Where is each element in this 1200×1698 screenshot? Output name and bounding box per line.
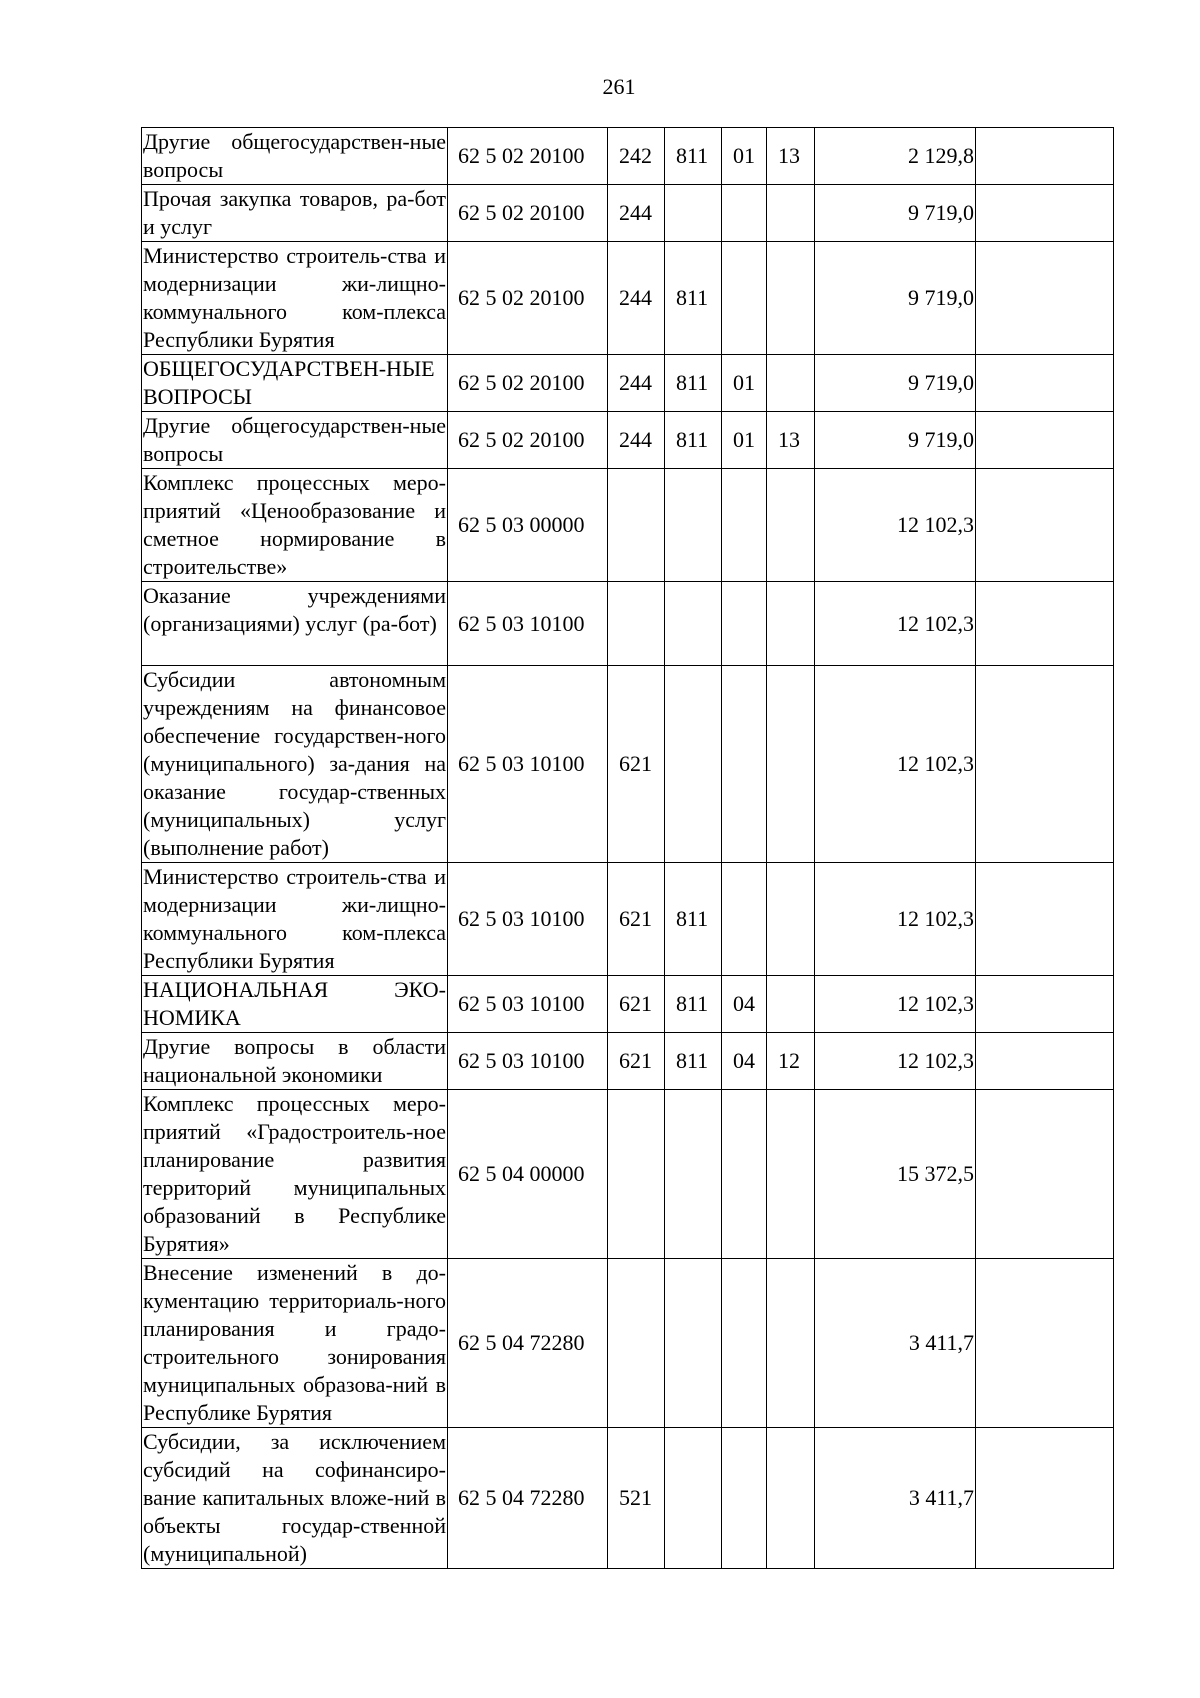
row-pr-cell: [767, 582, 815, 666]
row-extra-cell: [976, 128, 1114, 185]
row-vr-cell: 244: [608, 242, 665, 355]
row-code-cell: 62 5 04 72280: [448, 1428, 608, 1569]
row-pr-cell: [767, 1090, 815, 1259]
row-grbs-cell: 811: [665, 355, 722, 412]
row-pr-cell: [767, 469, 815, 582]
row-extra-cell: [976, 1033, 1114, 1090]
row-extra-cell: [976, 863, 1114, 976]
row-vr-cell: 242: [608, 128, 665, 185]
row-amount-cell: 9 719,0: [815, 242, 976, 355]
row-amount-cell: 15 372,5: [815, 1090, 976, 1259]
budget-table: [141, 127, 1114, 1569]
table-row: [142, 582, 1114, 666]
row-pr-cell: 13: [767, 412, 815, 469]
row-name-cell: Министерство строитель-ства и модернизации жи-лищно-коммунального ком-плекса Республики Бурятия: [142, 863, 448, 976]
row-code-cell: 62 5 02 20100: [448, 242, 608, 355]
row-pr-cell: [767, 242, 815, 355]
page-number: 261: [602, 74, 636, 99]
row-name-cell: НАЦИОНАЛЬНАЯ ЭКО-НОМИКА: [142, 976, 448, 1033]
row-extra-cell: [976, 185, 1114, 242]
row-name-cell: Комплекс процессных меро-приятий «Градостроитель-ное планирование развития территорий муниципальных образований в Республике Бурятия»: [142, 1090, 448, 1259]
row-extra-cell: [976, 582, 1114, 666]
row-extra-cell: [976, 976, 1114, 1033]
table-row: [142, 1259, 1114, 1428]
row-vr-cell: 621: [608, 1033, 665, 1090]
table-row: [142, 355, 1114, 412]
row-amount-cell: 3 411,7: [815, 1259, 976, 1428]
row-amount-cell: 3 411,7: [815, 1428, 976, 1569]
row-pr-cell: [767, 1259, 815, 1428]
row-name-cell: Субсидии, за исключением субсидий на софинансиро-вание капитальных вложе-ний в объекты государ-ственной (муниципальной): [142, 1428, 448, 1569]
table-row: [142, 185, 1114, 242]
row-amount-cell: 12 102,3: [815, 666, 976, 863]
row-rz-cell: [722, 863, 767, 976]
row-code-cell: 62 5 03 10100: [448, 863, 608, 976]
row-pr-cell: 13: [767, 128, 815, 185]
row-pr-cell: [767, 185, 815, 242]
row-name-cell: Субсидии автономным учреждениям на финансовое обеспечение государствен-ного (муниципального) за-дания на оказание государ-ственных (муниципальных) услуг (выполнение работ): [142, 666, 448, 863]
row-extra-cell: [976, 242, 1114, 355]
row-rz-cell: [722, 1090, 767, 1259]
table-row: [142, 1428, 1114, 1569]
row-pr-cell: [767, 666, 815, 863]
row-amount-cell: 12 102,3: [815, 1033, 976, 1090]
row-extra-cell: [976, 666, 1114, 863]
row-grbs-cell: 811: [665, 412, 722, 469]
table-row: [142, 1033, 1114, 1090]
row-grbs-cell: [665, 1090, 722, 1259]
row-vr-cell: 621: [608, 863, 665, 976]
row-code-cell: 62 5 03 10100: [448, 582, 608, 666]
row-grbs-cell: [665, 1428, 722, 1569]
row-rz-cell: 04: [722, 1033, 767, 1090]
row-code-cell: 62 5 02 20100: [448, 355, 608, 412]
row-code-cell: 62 5 03 10100: [448, 666, 608, 863]
row-name-cell: Другие вопросы в области национальной экономики: [142, 1033, 448, 1090]
row-code-cell: 62 5 02 20100: [448, 128, 608, 185]
row-pr-cell: 12: [767, 1033, 815, 1090]
row-extra-cell: [976, 355, 1114, 412]
row-grbs-cell: [665, 185, 722, 242]
row-grbs-cell: [665, 666, 722, 863]
row-vr-cell: 621: [608, 666, 665, 863]
row-extra-cell: [976, 469, 1114, 582]
row-grbs-cell: [665, 1259, 722, 1428]
row-extra-cell: [976, 412, 1114, 469]
row-amount-cell: 12 102,3: [815, 863, 976, 976]
row-grbs-cell: [665, 469, 722, 582]
row-amount-cell: 12 102,3: [815, 469, 976, 582]
row-code-cell: 62 5 04 72280: [448, 1259, 608, 1428]
row-name-cell: Министерство строитель-ства и модернизации жи-лищно-коммунального ком-плекса Республики Бурятия: [142, 242, 448, 355]
row-name-cell: Другие общегосударствен-ные вопросы: [142, 128, 448, 185]
row-vr-cell: 521: [608, 1428, 665, 1569]
row-code-cell: 62 5 02 20100: [448, 185, 608, 242]
row-name-cell: Другие общегосударствен-ные вопросы: [142, 412, 448, 469]
row-vr-cell: 244: [608, 355, 665, 412]
row-rz-cell: [722, 469, 767, 582]
row-pr-cell: [767, 355, 815, 412]
row-vr-cell: 244: [608, 412, 665, 469]
row-vr-cell: 244: [608, 185, 665, 242]
row-vr-cell: [608, 1090, 665, 1259]
table-row: [142, 976, 1114, 1033]
row-grbs-cell: 811: [665, 863, 722, 976]
table-row: [142, 469, 1114, 582]
row-rz-cell: [722, 1259, 767, 1428]
row-code-cell: 62 5 03 10100: [448, 976, 608, 1033]
row-code-cell: 62 5 03 00000: [448, 469, 608, 582]
table-row: [142, 666, 1114, 863]
row-amount-cell: 9 719,0: [815, 355, 976, 412]
row-rz-cell: [722, 666, 767, 863]
table-row: [142, 242, 1114, 355]
table-row: [142, 863, 1114, 976]
row-vr-cell: [608, 582, 665, 666]
table-row: [142, 1090, 1114, 1259]
row-code-cell: 62 5 04 00000: [448, 1090, 608, 1259]
table-row: [142, 128, 1114, 185]
row-grbs-cell: 811: [665, 976, 722, 1033]
row-name-cell: ОБЩЕГОСУДАРСТВЕН-НЫЕ ВОПРОСЫ: [142, 355, 448, 412]
row-vr-cell: 621: [608, 976, 665, 1033]
row-code-cell: 62 5 03 10100: [448, 1033, 608, 1090]
row-amount-cell: 9 719,0: [815, 185, 976, 242]
row-grbs-cell: 811: [665, 1033, 722, 1090]
row-vr-cell: [608, 1259, 665, 1428]
row-grbs-cell: 811: [665, 242, 722, 355]
row-pr-cell: [767, 976, 815, 1033]
row-rz-cell: [722, 1428, 767, 1569]
row-vr-cell: [608, 469, 665, 582]
row-extra-cell: [976, 1090, 1114, 1259]
row-amount-cell: 12 102,3: [815, 976, 976, 1033]
row-grbs-cell: [665, 582, 722, 666]
row-rz-cell: [722, 582, 767, 666]
row-rz-cell: [722, 242, 767, 355]
row-grbs-cell: 811: [665, 128, 722, 185]
row-extra-cell: [976, 1428, 1114, 1569]
row-amount-cell: 12 102,3: [815, 582, 976, 666]
row-code-cell: 62 5 02 20100: [448, 412, 608, 469]
row-name-cell: Оказание учреждениями (организациями) услуг (ра-бот): [142, 582, 448, 666]
row-name-cell: Прочая закупка товаров, ра-бот и услуг: [142, 185, 448, 242]
row-rz-cell: 01: [722, 128, 767, 185]
row-extra-cell: [976, 1259, 1114, 1428]
row-name-cell: Комплекс процессных меро-приятий «Ценообразование и сметное нормирование в строительстве»: [142, 469, 448, 582]
table-row: [142, 412, 1114, 469]
row-rz-cell: [722, 185, 767, 242]
row-name-cell: Внесение изменений в до-кументацию территориаль-ного планирования и градо-строительного зонирования муниципальных образова-ний в Республике Бурятия: [142, 1259, 448, 1428]
row-rz-cell: 01: [722, 412, 767, 469]
row-pr-cell: [767, 863, 815, 976]
row-amount-cell: 9 719,0: [815, 412, 976, 469]
row-amount-cell: 2 129,8: [815, 128, 976, 185]
row-rz-cell: 04: [722, 976, 767, 1033]
row-pr-cell: [767, 1428, 815, 1569]
row-rz-cell: 01: [722, 355, 767, 412]
